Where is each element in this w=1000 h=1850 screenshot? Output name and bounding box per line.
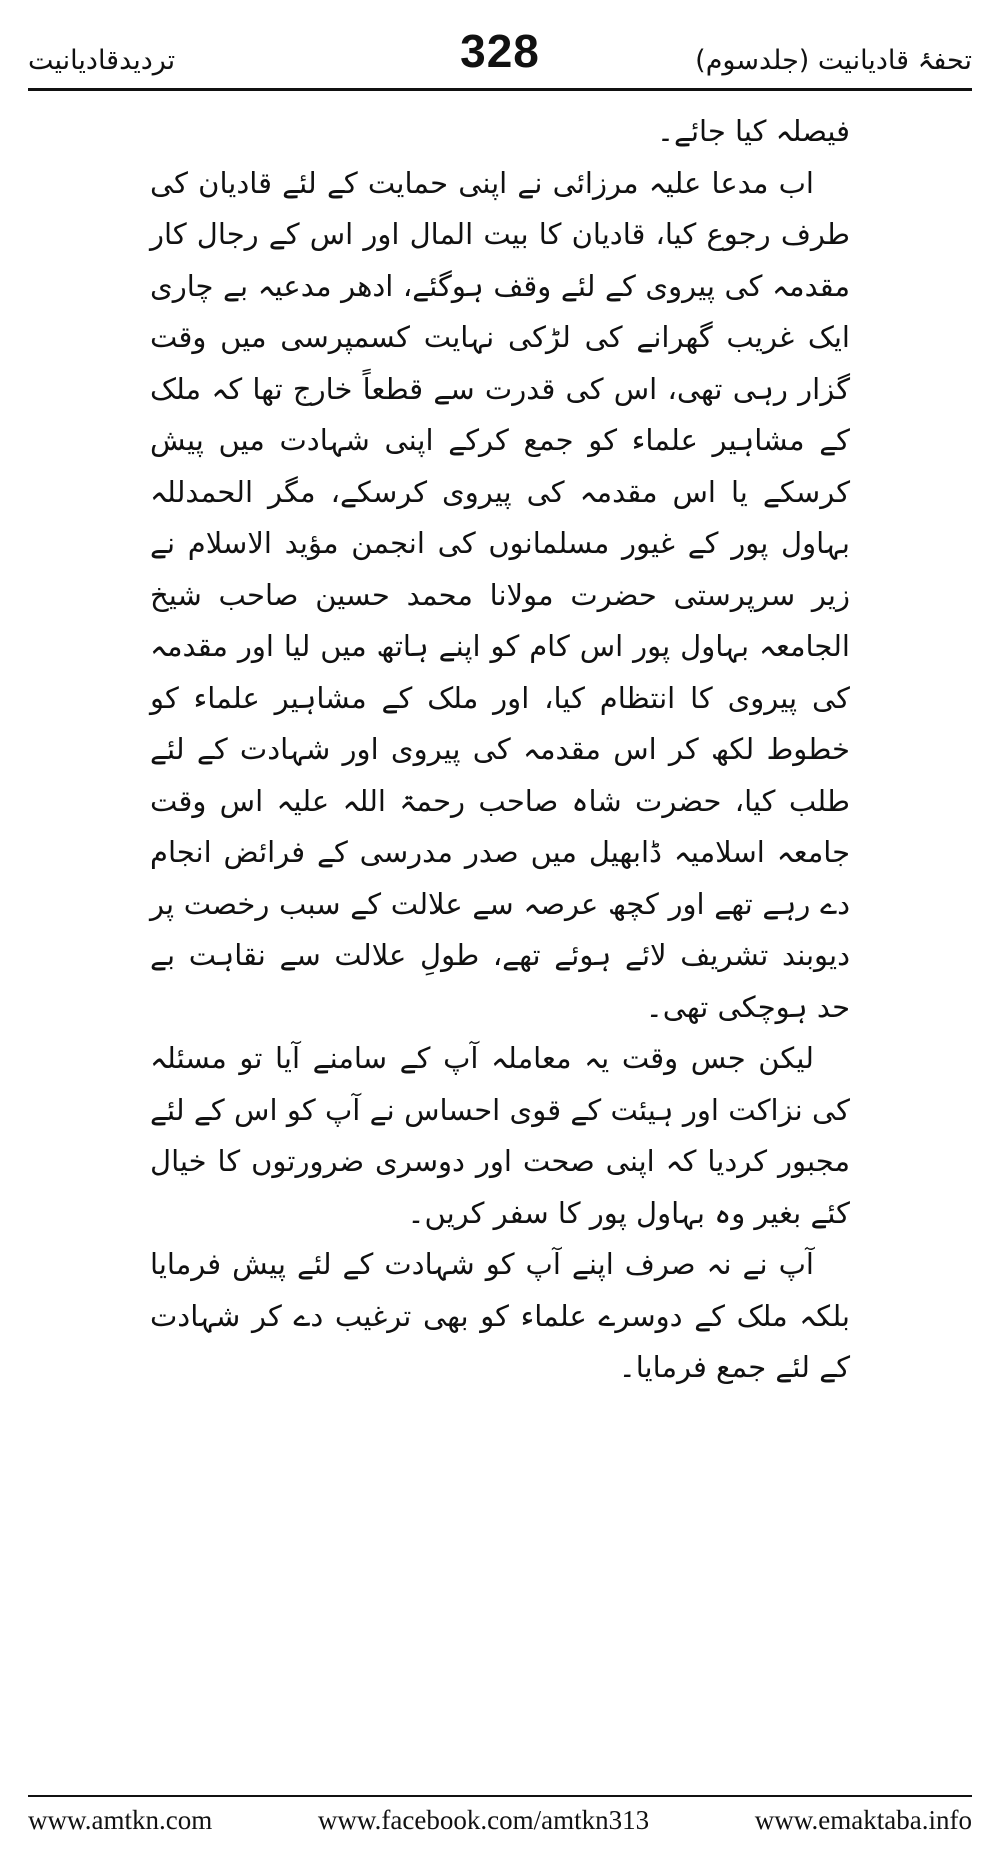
paragraph-4: آپ نے نہ صرف اپنے آپ کو شہادت کے لئے پیش فرمایا بلکہ ملک کے دوسرے علماء کو بھی ترغیب دے کر شہادت کے لئے جمع فرمایا۔	[150, 1247, 850, 1384]
page-number: 328	[460, 25, 540, 77]
page-header	[28, 22, 972, 84]
footer-link-amtkn[interactable]: www.amtkn.com	[28, 1804, 213, 1835]
page-body	[150, 106, 850, 1394]
footer-link-emaktaba[interactable]: www.emaktaba.info	[754, 1804, 972, 1835]
paragraph-2: اب مدعا علیہ مرزائی نے اپنی حمایت کے لئے قادیان کی طرف رجوع کیا، قادیان کا بیت المال اور اس کے رجال کار مقدمہ کی پیروی کے لئے وقف ہوگئے، ادھر مدعیہ بے چاری ایک غریب گھرانے کی لڑکی نہایت کسمپرسی میں وقت گزار رہی تھی، اس کی قدرت سے قطعاً خارج تھا کہ ملک کے مشاہیر علماء کو جمع کرکے اپنی شہادت میں پیش کرسکے یا اس مقدمہ کی پیروی کرسکے، مگر الحمدللہ بہاول پور کے غیور مسلمانوں کی انجمن مؤید الاسلام نے زیر سرپرستی حضرت مولانا محمد حسین صاحب شیخ الجامعہ بہاول پور اس کام کو اپنے ہاتھ میں لیا اور مقدمہ کی پیروی کا انتظام کیا، اور ملک کے مشاہیر علماء کو خطوط لکھ کر اس مقدمہ کی پیروی اور شہادت کے لئے طلب کیا، حضرت شاہ صاحب رحمۃ اللہ علیہ اس وقت جامعہ اسلامیہ ڈابھیل میں صدر مدرسی کے فرائض انجام دے رہے تھے اور کچھ عرصہ سے علالت کے سبب رخصت پر دیوبند تشریف لائے ہوئے تھے، طولِ علالت سے نقاہت بے حد ہوچکی تھی۔	[150, 165, 850, 1024]
page-footer	[28, 1800, 972, 1840]
header-divider	[28, 88, 972, 91]
footer-divider	[28, 1795, 972, 1797]
running-title-left: تردیدقادیانیت	[28, 45, 176, 76]
paragraph-3: لیکن جس وقت یہ معاملہ آپ کے سامنے آیا تو مسئلہ کی نزاکت اور ہیئت کے قوی احساس نے آپ کو اس کے لئے مجبور کردیا کہ اپنی صحت اور دوسری ضرورتوں کا خیال کئے بغیر وہ بہاول پور کا سفر کریں۔	[150, 1041, 850, 1230]
paragraph-1: فیصلہ کیا جائے۔	[656, 114, 850, 148]
running-title-right: تحفۂ قادیانیت (جلدسوم)	[695, 45, 972, 76]
footer-link-facebook[interactable]: www.facebook.com/amtkn313	[317, 1804, 650, 1835]
